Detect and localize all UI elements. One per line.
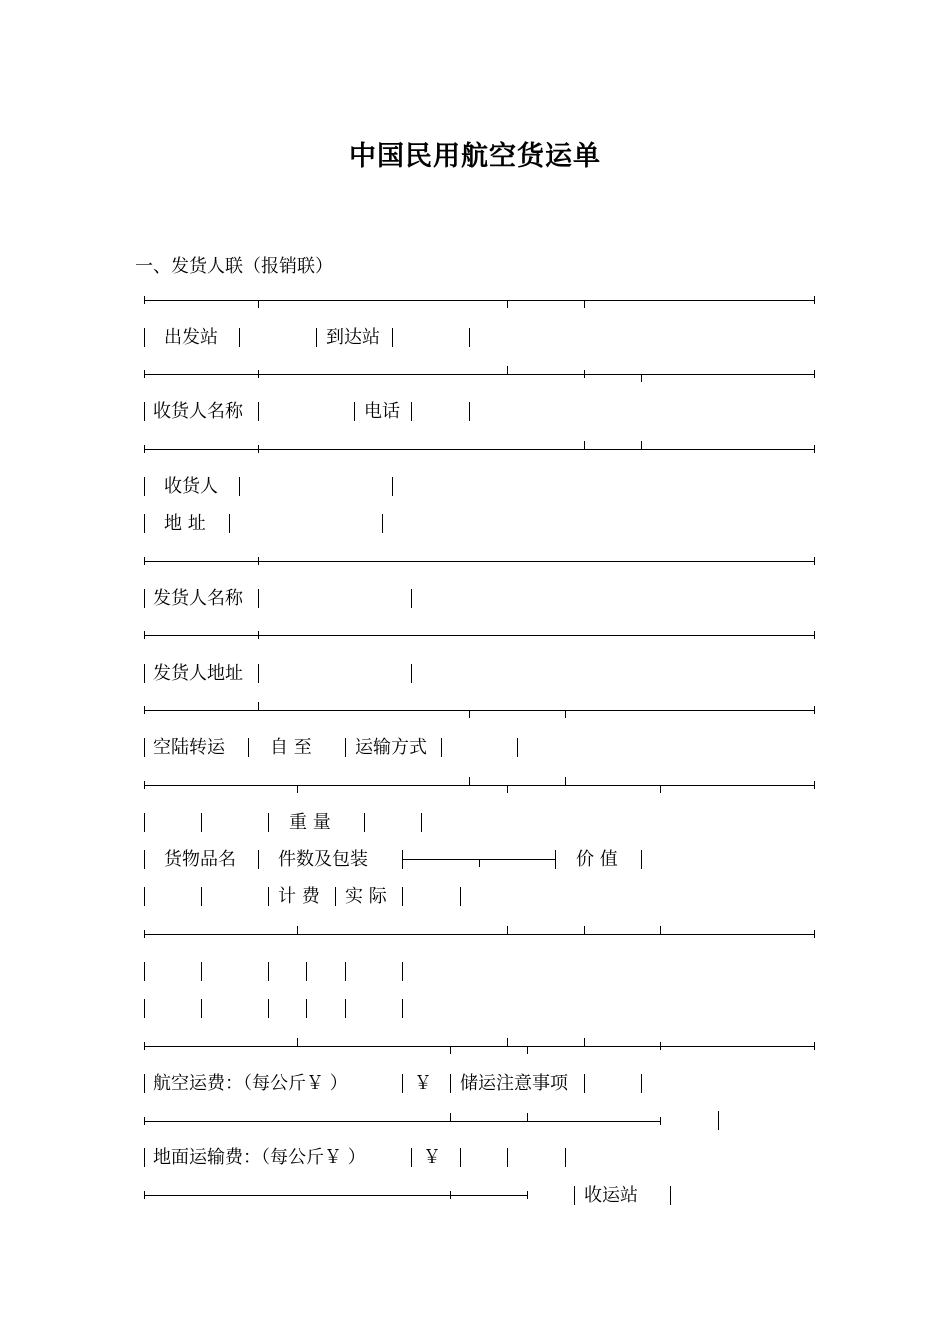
tick-mark bbox=[258, 370, 259, 378]
shipper-address-label: 发货人地址 bbox=[153, 663, 243, 684]
column-bar bbox=[268, 999, 269, 1018]
tick-mark bbox=[144, 557, 145, 565]
tick-mark bbox=[297, 1038, 298, 1046]
column-bar bbox=[469, 402, 470, 421]
tick-mark bbox=[469, 710, 470, 718]
tick-mark bbox=[297, 785, 298, 793]
document-title: 中国民用航空货运单 bbox=[349, 141, 601, 172]
tick-mark bbox=[144, 706, 145, 714]
tick-mark bbox=[144, 631, 145, 639]
from-to-label: 自 至 bbox=[270, 737, 312, 758]
column-bar bbox=[144, 514, 145, 533]
tick-mark bbox=[660, 1117, 661, 1125]
tick-mark bbox=[527, 1046, 528, 1054]
tick-mark bbox=[584, 1038, 585, 1046]
column-bar bbox=[258, 664, 259, 683]
consignee-name-label: 收货人名称 bbox=[153, 401, 243, 422]
tick-mark bbox=[660, 926, 661, 934]
column-bar bbox=[402, 887, 403, 906]
column-bar bbox=[345, 962, 346, 981]
column-bar bbox=[450, 1074, 451, 1093]
tick-mark bbox=[660, 1042, 661, 1050]
rule-line bbox=[144, 1121, 661, 1122]
column-bar bbox=[144, 328, 145, 347]
storage-notes-label: 储运注意事项 bbox=[460, 1073, 568, 1094]
tick-mark bbox=[584, 300, 585, 308]
shipper-name-label: 发货人名称 bbox=[153, 588, 243, 609]
tick-mark bbox=[258, 631, 259, 639]
tick-mark bbox=[450, 1113, 451, 1121]
column-bar bbox=[641, 850, 642, 869]
column-bar bbox=[248, 738, 249, 757]
column-bar bbox=[144, 813, 145, 832]
tick-mark bbox=[450, 1191, 451, 1199]
tick-mark bbox=[258, 702, 259, 710]
rule-line bbox=[144, 374, 815, 375]
tick-mark bbox=[507, 366, 508, 374]
column-bar bbox=[460, 1148, 461, 1167]
tick-mark bbox=[814, 631, 815, 639]
tick-mark bbox=[814, 296, 815, 304]
pieces-packing-label: 件数及包装 bbox=[278, 849, 368, 870]
column-bar bbox=[144, 402, 145, 421]
column-bar bbox=[201, 813, 202, 832]
rule-line bbox=[144, 449, 815, 450]
tick-mark bbox=[144, 370, 145, 378]
transport-mode-label: 运输方式 bbox=[355, 737, 427, 758]
column-bar bbox=[354, 402, 355, 421]
column-bar bbox=[239, 328, 240, 347]
consignee-address-label-line1: 收货人 bbox=[164, 476, 218, 497]
tick-mark bbox=[144, 296, 145, 304]
column-bar bbox=[316, 328, 317, 347]
goods-name-label: 货物品名 bbox=[164, 849, 236, 870]
tick-mark bbox=[814, 706, 815, 714]
ground-freight-yen-label: ￥ bbox=[423, 1147, 441, 1168]
column-bar bbox=[144, 1074, 145, 1093]
tick-mark bbox=[584, 441, 585, 449]
tick-mark bbox=[565, 777, 566, 785]
tick-mark bbox=[479, 859, 480, 867]
consignee-address-label-line2: 地 址 bbox=[164, 513, 206, 534]
tick-mark bbox=[144, 781, 145, 789]
air-freight-label: 航空运费：（每公斤￥ ） bbox=[153, 1073, 348, 1094]
column-bar bbox=[641, 1074, 642, 1093]
column-bar bbox=[345, 738, 346, 757]
phone-label: 电话 bbox=[364, 401, 400, 422]
tick-mark bbox=[507, 1038, 508, 1046]
tick-mark bbox=[258, 445, 259, 453]
tick-mark bbox=[258, 557, 259, 565]
column-bar bbox=[258, 589, 259, 608]
rule-line bbox=[144, 561, 815, 562]
rule-line bbox=[144, 1195, 527, 1196]
column-bar bbox=[258, 850, 259, 869]
weight-label: 重 量 bbox=[289, 812, 331, 833]
tick-mark bbox=[527, 1191, 528, 1199]
departure-station-label: 出发站 bbox=[164, 327, 218, 348]
column-bar bbox=[441, 738, 442, 757]
tick-mark bbox=[584, 370, 585, 378]
rule-line bbox=[144, 710, 815, 711]
column-bar bbox=[411, 402, 412, 421]
column-bar bbox=[392, 328, 393, 347]
column-bar bbox=[144, 999, 145, 1018]
air-freight-yen-label: ￥ bbox=[414, 1073, 432, 1094]
tick-mark bbox=[144, 1042, 145, 1050]
tick-mark bbox=[660, 785, 661, 793]
column-bar bbox=[144, 887, 145, 906]
actual-weight-label: 实 际 bbox=[345, 886, 387, 907]
tick-mark bbox=[144, 930, 145, 938]
column-bar bbox=[144, 962, 145, 981]
column-bar bbox=[402, 1074, 403, 1093]
column-bar bbox=[718, 1111, 719, 1130]
rule-line bbox=[144, 300, 815, 301]
column-bar bbox=[460, 887, 461, 906]
column-bar bbox=[201, 962, 202, 981]
rule-line bbox=[144, 635, 815, 636]
tick-mark bbox=[144, 1117, 145, 1125]
tick-mark bbox=[814, 781, 815, 789]
tick-mark bbox=[258, 300, 259, 308]
column-bar bbox=[411, 589, 412, 608]
column-bar bbox=[364, 813, 365, 832]
column-bar bbox=[670, 1186, 671, 1205]
tick-mark bbox=[527, 1113, 528, 1121]
tick-mark bbox=[584, 926, 585, 934]
tick-mark bbox=[507, 926, 508, 934]
column-bar bbox=[268, 962, 269, 981]
column-bar bbox=[555, 850, 556, 869]
tick-mark bbox=[814, 930, 815, 938]
tick-mark bbox=[641, 374, 642, 382]
column-bar bbox=[144, 477, 145, 496]
column-bar bbox=[402, 962, 403, 981]
tick-mark bbox=[814, 445, 815, 453]
column-bar bbox=[268, 813, 269, 832]
arrival-station-label: 到达站 bbox=[326, 327, 380, 348]
tick-mark bbox=[144, 445, 145, 453]
tick-mark bbox=[507, 785, 508, 793]
column-bar bbox=[507, 1148, 508, 1167]
column-bar bbox=[306, 962, 307, 981]
column-bar bbox=[411, 664, 412, 683]
tick-mark bbox=[641, 441, 642, 449]
air-land-transfer-label: 空陆转运 bbox=[153, 737, 225, 758]
column-bar bbox=[517, 738, 518, 757]
tick-mark bbox=[469, 777, 470, 785]
column-bar bbox=[335, 887, 336, 906]
tick-mark bbox=[144, 1191, 145, 1199]
column-bar bbox=[258, 402, 259, 421]
tick-mark bbox=[565, 710, 566, 718]
tick-mark bbox=[297, 926, 298, 934]
column-bar bbox=[584, 1074, 585, 1093]
column-bar bbox=[345, 999, 346, 1018]
column-bar bbox=[402, 999, 403, 1018]
column-bar bbox=[201, 999, 202, 1018]
tick-mark bbox=[507, 300, 508, 308]
value-label: 价 值 bbox=[576, 849, 618, 870]
receiving-station-label: 收运站 bbox=[584, 1185, 638, 1206]
column-bar bbox=[144, 850, 145, 869]
column-bar bbox=[239, 477, 240, 496]
rule-line bbox=[144, 934, 815, 935]
column-bar bbox=[411, 1148, 412, 1167]
column-bar bbox=[201, 887, 202, 906]
column-bar bbox=[382, 514, 383, 533]
ground-freight-label: 地面运输费：（每公斤￥ ） bbox=[153, 1147, 366, 1168]
column-bar bbox=[144, 738, 145, 757]
column-bar bbox=[402, 850, 403, 869]
tick-mark bbox=[814, 370, 815, 378]
column-bar bbox=[421, 813, 422, 832]
tick-mark bbox=[814, 1042, 815, 1050]
column-bar bbox=[306, 999, 307, 1018]
tick-mark bbox=[450, 1046, 451, 1054]
column-bar bbox=[144, 1148, 145, 1167]
chargeable-weight-label: 计 费 bbox=[278, 886, 320, 907]
column-bar bbox=[268, 887, 269, 906]
column-bar bbox=[392, 477, 393, 496]
rule-line bbox=[144, 785, 815, 786]
column-bar bbox=[144, 664, 145, 683]
section-heading: 一、发货人联（报销联） bbox=[135, 256, 333, 277]
column-bar bbox=[565, 1148, 566, 1167]
tick-mark bbox=[814, 557, 815, 565]
column-bar bbox=[469, 328, 470, 347]
column-bar bbox=[229, 514, 230, 533]
column-bar bbox=[574, 1186, 575, 1205]
column-bar bbox=[144, 589, 145, 608]
rule-line bbox=[144, 1046, 815, 1047]
